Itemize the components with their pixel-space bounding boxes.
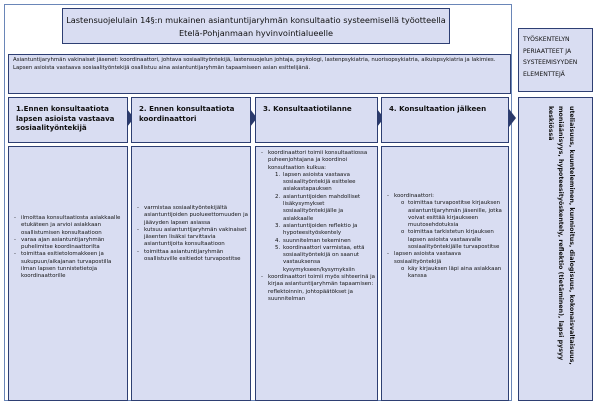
step-item: 4. suunnitelman tekeminen (275, 238, 375, 245)
step-item: 5. koordinaattori varmistaa, että sosiaalityöntekijä on saanut vastauksensa kysymykseen/kysymyksiin (275, 245, 375, 274)
sub-intro: koordinaattori: (394, 193, 434, 199)
principles-heading: TYÖSKENTELYN PERIAATTEET JA SYSTEEMISYYDEN ELEMENTTEJÄ (518, 28, 593, 92)
column-4-heading: 4. Konsultaation jälkeen (381, 97, 509, 143)
list-item: - varmistaa sosiaalityöntekijältä asiantuntijoiden puolueettomuuden ja jäävyden lapsen asiassa (137, 205, 248, 227)
diagram-title (62, 8, 450, 44)
list-item: - toimittaa asiantuntijaryhmän osallistuville esitiedot turvapostitse (137, 249, 248, 264)
list-item (387, 193, 506, 251)
members-line-1: Asiantuntijaryhmän vakinaiset jäsenet: koordinaattori, johtava sosiaalityöntekijä, lastensuojelun johtaja, psykologi, lastenpsykiatria, nuorisopsykiatria, aikuispsykiatria ja lakimies. (13, 57, 496, 63)
list-item (387, 251, 506, 280)
members-line-2: Lapsen asioista vastaava sosiaalityöntekijä osallistuu aina asiantuntijaryhmän tapaamiseen asian esittelijänä. (13, 64, 311, 71)
list-item: - toimittaa esitietolomakkeen ja sukupuun/aikajanan turvapostilla ilman lapsen tunnistetietoja koordinaattorille (14, 251, 125, 280)
list-item: - ilmoittaa konsultaatiosta asiakkaalle etukäteen ja arvioi asiakkaan osallistumisen konsultaatioon (14, 215, 125, 237)
column-4-body (381, 146, 509, 401)
sub-item: o toimittaa tarkistetun kirjauksen lapsen asioista vastaavalle sosiaalityöntekijälle turvapostitse (401, 229, 506, 251)
column-3-heading: 3. Konsultaatiotilanne (255, 97, 378, 143)
sub-item: o toimittaa turvapostitse kirjauksen asiantuntijaryhmän jäsenille, jotka voivat esittää kirjaukseen muutosehdotuksia (401, 200, 506, 229)
list-item: - varaa ajan asiantuntijaryhmän puhelimitse koordinaattorilta (14, 237, 125, 252)
title-line-2: Etelä-Pohjanmaan hyvinvointialueelle (178, 27, 334, 38)
list-item: - koordinaattori toimii myös sihteerinä ja kirjaa asiantuntijaryhmän tapaamisen: reflektoinnin, johtopäätökset ja suunnitelman (261, 274, 375, 303)
sub-intro: lapsen asioista vastaava sosiaalityöntekijä (394, 251, 461, 265)
column-2-heading: 2. Ennen konsultaatiota koordinaattori (131, 97, 251, 143)
sub-item: o käy kirjauksen läpi aina asiakkaan kanssa (401, 266, 506, 281)
column-2-body (131, 146, 251, 401)
column-3-body (255, 146, 378, 401)
step-item: 3. asiantuntijoiden reflektio ja hypoteesityöskentely (275, 223, 375, 238)
list-item: - kutsuu asiantuntijaryhmän vakinaiset jäsenten lisäksi tarvittavia asiantuntijoita konsultaatioon (137, 227, 248, 249)
members-box (8, 54, 511, 94)
column-1-body (8, 146, 128, 401)
step-item: 2. asiantuntijoiden mahdolliset lisäkysymykset sosiaalityöntekijälle ja asiakkaalle (275, 194, 375, 223)
column-1-heading: 1.Ennen konsultaatiota lapsen asioista vastaava sosiaalityöntekijä (8, 97, 128, 143)
title-line-1: Lastensuojelulain 14§:n mukainen asiantuntijaryhmän konsultaatio systeemisellä työotteella (66, 15, 446, 25)
principles-text: uteliaisuus, kuunteleminen, kunnioitus, dialogisuus, kokonaisvaltaisuus, moniäänisyys, hypoteesityöskentely, reflektio (tietäminen), lapsi pysyy keskiössä (547, 106, 575, 365)
step-intro: koordinaattori toimii konsultaatiossa puheenjohtajana ja koordinoi konsultaation kulkua: (268, 150, 368, 171)
list-item (261, 150, 375, 274)
arrow-4-icon (509, 109, 516, 127)
step-item: 1. lapsen asioista vastaava sosiaalityöntekijä esittelee asiakastapauksen (275, 172, 375, 194)
principles-body (518, 97, 593, 401)
